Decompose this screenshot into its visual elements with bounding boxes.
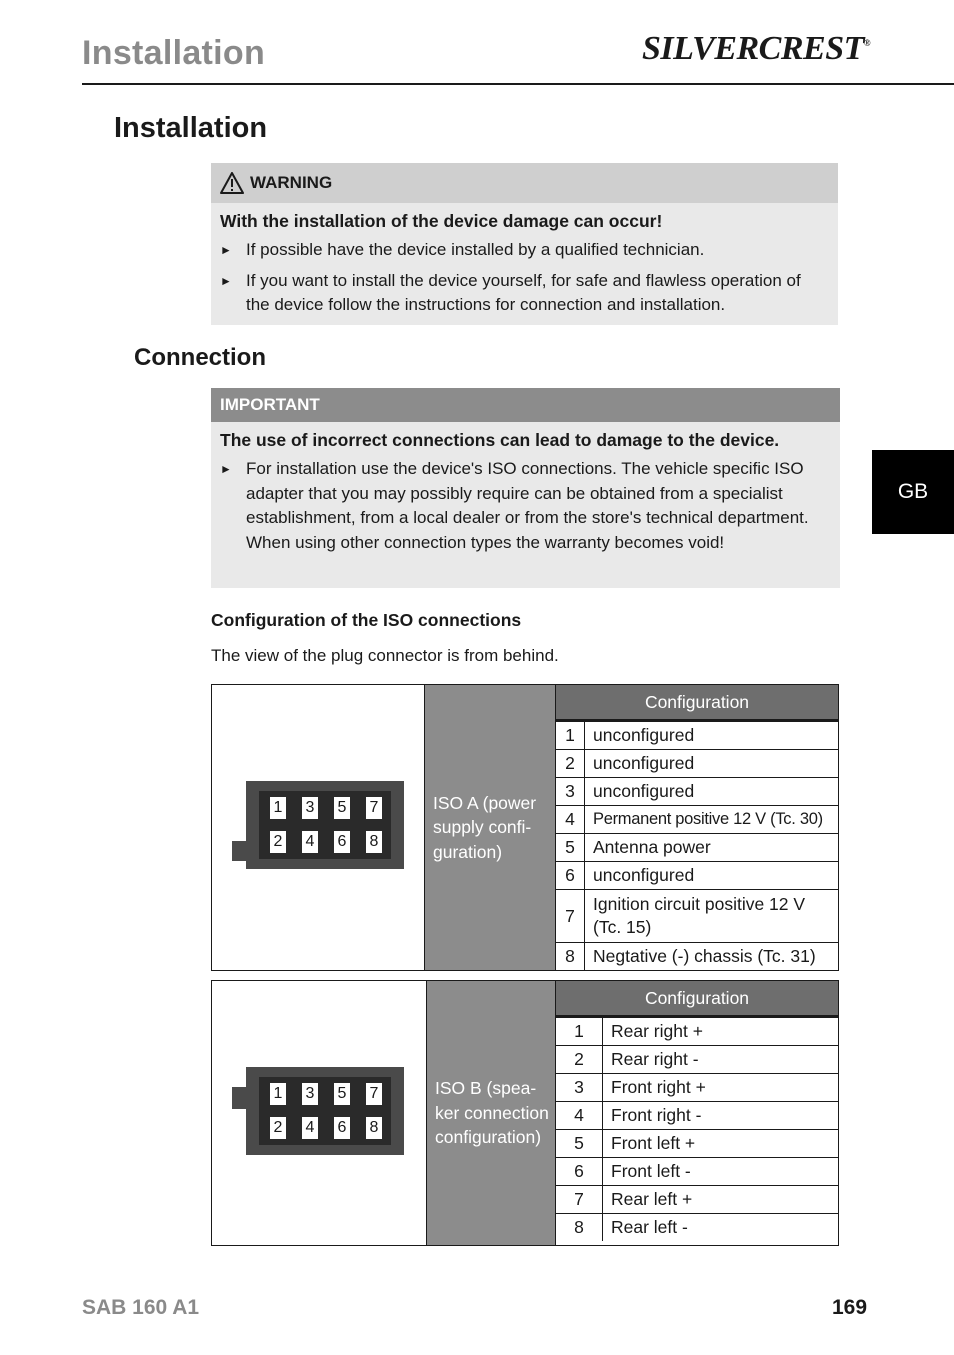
pin-label: 3 xyxy=(302,797,318,819)
pin-label: 1 xyxy=(270,797,286,819)
pin-label: 7 xyxy=(366,1083,382,1105)
warning-label: WARNING xyxy=(250,173,333,192)
table-row xyxy=(556,833,838,861)
row-number: 1 xyxy=(556,722,585,749)
iso-config-title: Configuration of the ISO connections xyxy=(211,610,522,630)
connection-title: Connection xyxy=(134,344,266,371)
table-row xyxy=(556,721,838,749)
pin-label: 8 xyxy=(366,831,382,853)
table-row xyxy=(556,1101,838,1129)
bullet-arrow-icon: ► xyxy=(220,462,232,476)
header-rule xyxy=(82,83,954,85)
pin-label: 1 xyxy=(270,1083,286,1105)
bullet-arrow-icon: ► xyxy=(220,243,232,257)
iso-b-connector-area xyxy=(212,981,426,1245)
row-number: 1 xyxy=(556,1018,603,1045)
table-row xyxy=(556,1185,838,1213)
list-item xyxy=(220,269,828,318)
warning-box xyxy=(211,163,838,325)
brand-name: SILVERCREST xyxy=(642,30,864,67)
row-value: Permanent positive 12 V (Tc. 30) xyxy=(593,810,823,828)
warning-bullet-text: If possible have the device installed by a qualified technician. xyxy=(246,240,705,259)
important-box xyxy=(211,388,840,588)
iso-a-config-table xyxy=(555,685,838,970)
iso-a-plug-diagram xyxy=(232,781,404,873)
important-header xyxy=(211,388,840,422)
row-number: 3 xyxy=(556,1074,603,1101)
iso-a-connector-area xyxy=(212,685,424,970)
brand-registered-mark: ® xyxy=(863,38,871,48)
row-value: Rear left - xyxy=(611,1217,688,1237)
row-value: Front right + xyxy=(611,1077,706,1097)
row-value: Front right - xyxy=(611,1105,702,1125)
table-row xyxy=(556,942,838,970)
pin-label: 8 xyxy=(366,1117,382,1139)
iso-a-label-text: ISO A (power supply confi-guration) xyxy=(433,792,537,862)
iso-b-label-text: ISO B (spea-ker connection configuration) xyxy=(435,1078,549,1148)
table-row xyxy=(556,1157,838,1185)
table-row xyxy=(556,777,838,805)
pin-label: 4 xyxy=(302,1117,318,1139)
warning-headline: With the installation of the device damage can occur! xyxy=(220,211,663,231)
pin-label: 2 xyxy=(270,1117,286,1139)
row-value: Ignition circuit positive 12 V (Tc. 15) xyxy=(593,894,806,937)
row-number: 6 xyxy=(556,862,585,889)
important-bullet-text: For installation use the device's ISO connections. The vehicle specific ISO adapter that you may possibly require can be obtained from a specialist establishment, from a local dealer or from the store's technical department. When using other connection types the warranty becomes void! xyxy=(246,459,809,552)
table-row xyxy=(556,861,838,889)
row-number: 4 xyxy=(556,806,585,833)
page-number: 169 xyxy=(832,1296,868,1319)
iso-view-note: The view of the plug connector is from behind. xyxy=(211,646,559,665)
row-value: unconfigured xyxy=(593,753,695,773)
pin-label: 5 xyxy=(334,1083,350,1105)
table-row xyxy=(556,749,838,777)
row-value: Front left + xyxy=(611,1133,696,1153)
iso-b-label xyxy=(426,981,555,1245)
row-value: Rear left + xyxy=(611,1189,693,1209)
warning-triangle-icon xyxy=(220,172,244,194)
iso-a-label xyxy=(424,685,555,970)
pin-label: 3 xyxy=(302,1083,318,1105)
warning-bullet-text: If you want to install the device yourself, for safe and flawless operation of the device follow the instructions for connection and installation. xyxy=(246,270,801,314)
row-number: 3 xyxy=(556,778,585,805)
pin-label: 5 xyxy=(334,797,350,819)
table-row xyxy=(556,1045,838,1073)
pin-label: 6 xyxy=(334,1117,350,1139)
brand-logo xyxy=(642,30,870,68)
row-value: Rear right - xyxy=(611,1049,699,1069)
table-row xyxy=(556,805,838,833)
table-row xyxy=(556,1129,838,1157)
warning-header xyxy=(211,163,838,203)
row-value: Negtative (-) chassis (Tc. 31) xyxy=(593,946,816,966)
row-number: 7 xyxy=(556,1186,603,1213)
pin-label: 7 xyxy=(366,797,382,819)
pin-label: 6 xyxy=(334,831,350,853)
table-row xyxy=(556,1213,838,1241)
row-value: Front left - xyxy=(611,1161,691,1181)
language-tab-gb: GB xyxy=(872,450,954,534)
list-item xyxy=(220,238,828,263)
section-title: Installation xyxy=(114,112,268,144)
table-row xyxy=(556,889,838,942)
row-value: unconfigured xyxy=(593,725,695,745)
iso-a-config-header: Configuration xyxy=(556,685,838,721)
table-row xyxy=(556,1073,838,1101)
row-number: 8 xyxy=(556,943,585,970)
important-label: IMPORTANT xyxy=(220,395,320,414)
row-number: 5 xyxy=(556,834,585,861)
row-number: 8 xyxy=(556,1214,603,1241)
iso-b-plug-diagram xyxy=(232,1067,404,1159)
row-number: 5 xyxy=(556,1130,603,1157)
iso-b-config-header: Configuration xyxy=(556,981,838,1017)
pin-label: 2 xyxy=(270,831,286,853)
row-number: 6 xyxy=(556,1158,603,1185)
list-item xyxy=(220,457,830,555)
important-headline: The use of incorrect connections can lead to damage to the device. xyxy=(220,430,780,450)
row-number: 7 xyxy=(556,890,585,942)
footer-model: SAB 160 A1 xyxy=(82,1296,200,1319)
row-value: unconfigured xyxy=(593,781,695,801)
row-value: Antenna power xyxy=(593,837,711,857)
iso-b-config-table xyxy=(555,981,838,1245)
row-value: Rear right + xyxy=(611,1021,703,1041)
row-number: 2 xyxy=(556,1046,603,1073)
header-title: Installation xyxy=(82,34,266,72)
row-value: unconfigured xyxy=(593,865,695,885)
table-row xyxy=(556,1017,838,1045)
iso-b-panel xyxy=(211,980,839,1246)
pin-label: 4 xyxy=(302,831,318,853)
bullet-arrow-icon: ► xyxy=(220,273,232,288)
iso-a-panel xyxy=(211,684,839,971)
row-number: 4 xyxy=(556,1102,603,1129)
row-number: 2 xyxy=(556,750,585,777)
